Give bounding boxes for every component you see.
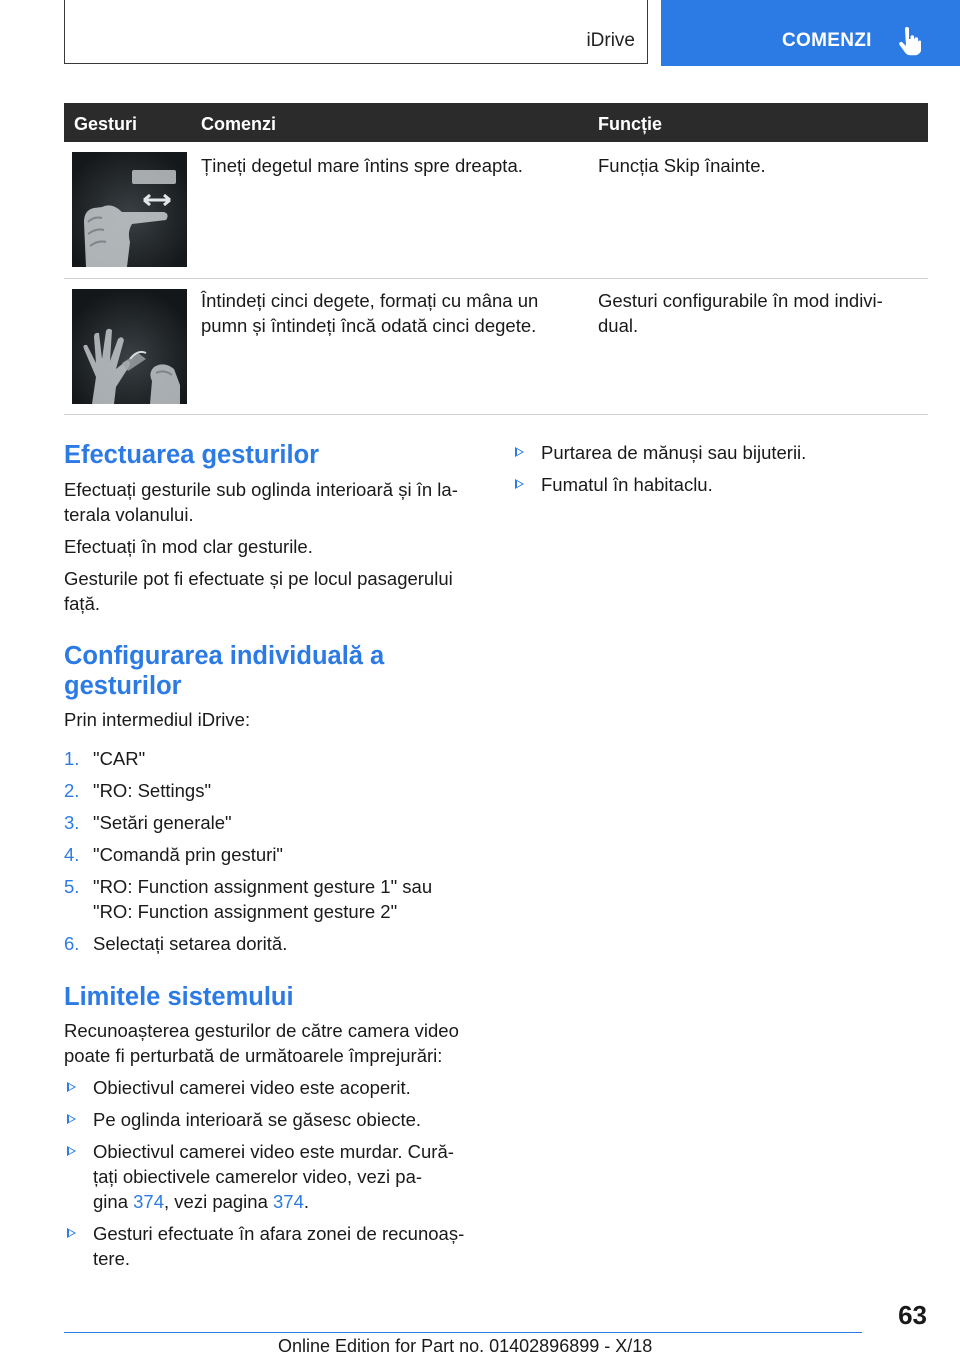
step-text: "RO: Settings" [93,780,212,801]
hand-pointer-icon [897,26,921,56]
bullet-text-cont: tere. [93,1248,131,1269]
footer-divider [64,1332,862,1333]
section-heading: Limitele sistemului [64,983,294,1011]
text-fragment: . [303,1191,310,1212]
function-cell: Funcția Skip înainte. [598,155,766,176]
bullet-text: Pe oglinda interioară se găsesc obiecte. [93,1109,422,1130]
paragraph: Prin intermediul iDrive: [64,709,251,730]
bullet-icon [67,1082,76,1092]
bullet-icon [67,1228,76,1238]
step-number: 2. [64,780,80,801]
page-link-374[interactable]: 374 [133,1191,164,1212]
table-header [64,103,928,142]
step-text: "Setări generale" [93,812,232,833]
step-number: 5. [64,876,80,897]
thumb-swipe-gesture-image [72,152,187,267]
step-text: "CAR" [93,748,146,769]
bullet-text-cont [93,1189,309,1214]
footer-edition: Online Edition for Part no. 01402896899 - X/18 [278,1336,653,1356]
step-text: "RO: Function assignment gesture 1" sau [93,876,433,897]
section-heading: Configurarea individuală a [64,642,385,670]
section-heading-cont: gesturilor [64,672,182,700]
section-heading: Efectuarea gesturilor [64,441,320,469]
paragraph: Gesturile pot fi efectuate și pe locul pasagerului față. [64,568,453,614]
bullet-text: Purtarea de mănuși sau bijuterii. [541,442,807,463]
step-number: 1. [64,748,80,769]
text-fragment: gina [93,1191,134,1212]
step-number: 6. [64,933,80,954]
text-fragment: , vezi pagina [164,1191,274,1212]
bullet-text: Fumatul în habitaclu. [541,474,713,495]
column-header-function: Funcție [598,114,663,134]
chapter-tab-label: COMENZI [782,30,872,51]
bullet-text-cont: țați obiectivele camerelor video, vezi pa- [93,1166,423,1187]
page-number: 63 [898,1300,927,1330]
paragraph-cont: poate fi perturbată de următoarele împrejurări: [64,1045,443,1066]
bullet-icon [515,447,524,457]
function-cell: Gesturi configurabile în mod indivi-dual. [598,290,883,336]
table-row [64,142,928,279]
paragraph: Efectuați în mod clar gesturile. [64,536,313,557]
step-number: 3. [64,812,80,833]
column-header-gestures: Gesturi [74,114,138,134]
paragraph: Recunoașterea gesturilor de către camera video [64,1020,459,1041]
command-cell: Țineți degetul mare întins spre dreapta. [201,155,523,176]
bullet-text: Obiectivul camerei video este murdar. Cură- [93,1141,454,1162]
page-link-374-second[interactable]: 374 [273,1191,304,1212]
chapter-tab[interactable] [661,0,960,66]
header-section-box [64,0,648,64]
bullet-icon [515,479,524,489]
gestures-table [64,103,928,415]
paragraph: Efectuați gesturile sub oglinda interioară și în la-terala volanului. [64,479,458,525]
column-header-commands: Comenzi [201,114,277,134]
step-number: 4. [64,844,80,865]
step-text: Selectați setarea dorită. [93,933,288,954]
bullet-text: Gesturi efectuate în afara zonei de recunoaș- [93,1223,465,1244]
bullet-text: Obiectivul camerei video este acoperit. [93,1077,411,1098]
five-fingers-gesture-image [72,289,187,404]
section-title: iDrive [586,30,635,51]
table-row [64,279,928,415]
bullet-icon [67,1146,76,1156]
step-text: "Comandă prin gesturi" [93,844,284,865]
bullet-icon [67,1114,76,1124]
step-text-cont: "RO: Function assignment gesture 2" [93,901,398,922]
command-cell: Întindeți cinci degete, formați cu mâna un pumn și întindeți încă odată cinci degete. [201,290,539,336]
